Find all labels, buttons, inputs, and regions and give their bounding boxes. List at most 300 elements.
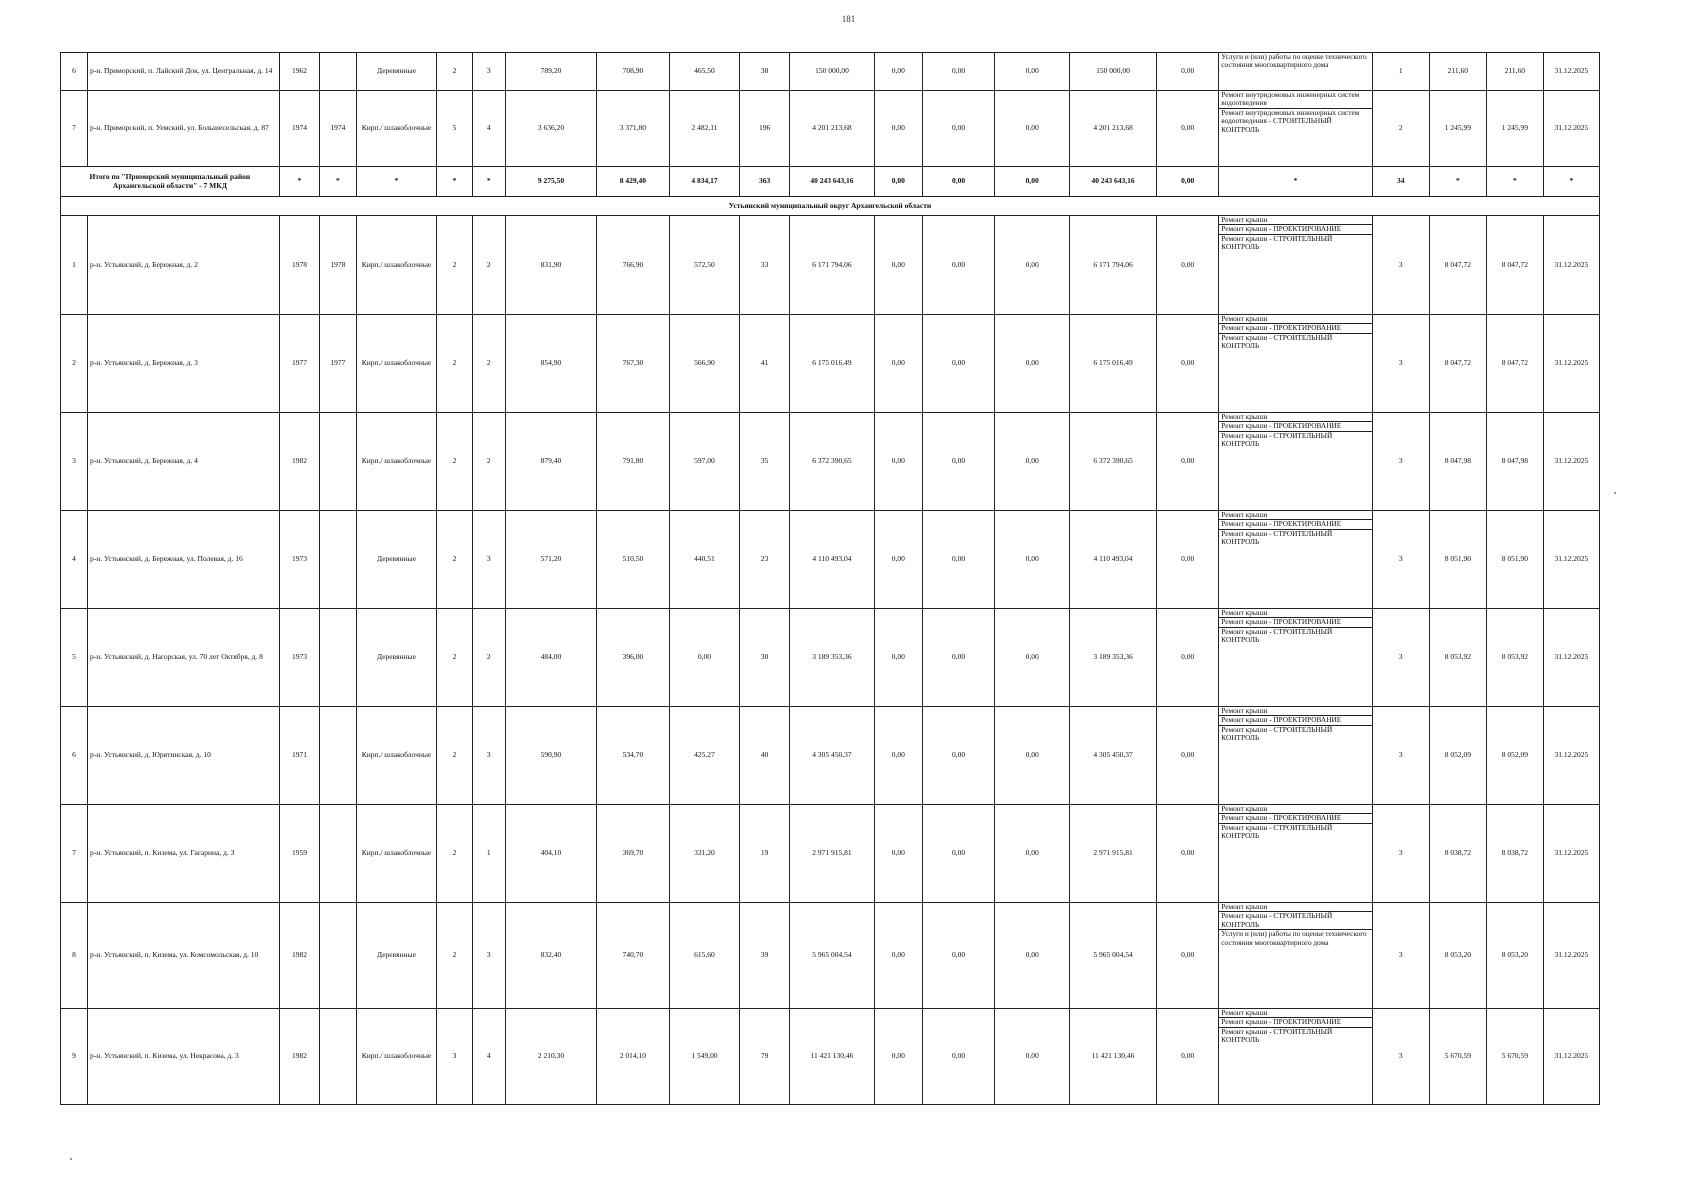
year-commission-cell [320,609,356,707]
works-list [1219,707,1371,743]
district-header-row [61,197,1600,216]
area-total-rooms-cell: 708,90 [597,53,670,91]
table-row [61,511,1600,609]
area-total-rooms-cell: 369,70 [597,805,670,903]
scan-speck [70,1158,72,1160]
cost-other-cell: 0,00 [1157,511,1219,609]
cost-local-cell: 0,00 [995,216,1070,315]
cost-local-cell: 0,00 [995,609,1070,707]
area-total-rooms-cell: 791,80 [597,413,670,511]
table-row [61,413,1600,511]
max-unit-cost-cell: 8 047,72 [1486,216,1543,315]
works-list [1219,903,1371,947]
cost-total-cell: 4 201 213,68 [789,91,874,167]
total-cost-owners-cell: 40 243 643,16 [1069,167,1156,197]
district-title: Устьянский муниципальный округ Архангельской области [61,197,1600,216]
table-row [61,903,1600,1009]
table-row [61,216,1600,315]
entrances-cell: 1 [472,805,505,903]
max-unit-cost-cell: 8 047,98 [1486,413,1543,511]
unit-cost-cell: 8 053,92 [1429,609,1486,707]
residents-cell: 41 [740,315,790,413]
work-item: Ремонт крыши [1221,902,1268,911]
max-unit-cost-cell: 5 670,59 [1486,1009,1543,1105]
cost-total-cell: 5 965 004,54 [789,903,874,1009]
works-list [1219,216,1371,252]
area-residential-cell: 465,50 [669,53,740,91]
total-area-cell: 789,20 [505,53,596,91]
residents-cell: 39 [740,903,790,1009]
works-count-cell: 3 [1372,805,1429,903]
table-row [61,1009,1600,1105]
total-entrances-cell: * [472,167,505,197]
cost-owners-cell: 4 110 493,04 [1069,511,1156,609]
row-number-cell: 7 [61,91,88,167]
works-count-cell: 3 [1372,216,1429,315]
cost-owners-cell: 5 965 004,54 [1069,903,1156,1009]
work-item: Ремонт крыши - ПРОЕКТИРОВАНИЕ [1219,1017,1371,1026]
address-cell: р-н. Устьянский, д. Бережная, д. 4 [87,413,279,511]
cost-owners-cell: 6 175 016,49 [1069,315,1156,413]
work-item: Ремонт крыши - СТРОИТЕЛЬНЫЙ КОНТРОЛЬ [1219,911,1371,929]
residents-cell: 196 [740,91,790,167]
deadline-cell: 31.12.2025 [1543,413,1599,511]
address-cell: р-н. Устьянский, д. Бережная, д. 2 [87,216,279,315]
floors-cell: 2 [437,315,472,413]
total-cost-region-cell: 0,00 [922,167,995,197]
table-row [61,53,1600,91]
residents-cell: 33 [740,216,790,315]
cost-total-cell: 2 971 915,81 [789,805,874,903]
total-area-cell: 854,90 [505,315,596,413]
page-number: 181 [841,14,856,24]
total-area-cell: 832,40 [505,903,596,1009]
cost-fund-cell: 0,00 [875,511,923,609]
total-residents-cell: 363 [740,167,790,197]
year-commission-cell [320,1009,356,1105]
cost-region-cell: 0,00 [922,805,995,903]
entrances-cell: 3 [472,511,505,609]
area-total-rooms-cell: 740,70 [597,903,670,1009]
year-commission-cell [320,805,356,903]
cost-region-cell: 0,00 [922,315,995,413]
unit-cost-cell: 8 053,20 [1429,903,1486,1009]
floors-cell: 2 [437,903,472,1009]
works-cell [1219,805,1372,903]
works-cell [1219,903,1372,1009]
work-item: Услуги и (или) работы по оценке технического состояния многоквартирного дома [1221,52,1367,70]
area-residential-cell: 331,20 [669,805,740,903]
works-count-cell: 3 [1372,1009,1429,1105]
works-count-cell: 3 [1372,511,1429,609]
works-count-cell: 3 [1372,609,1429,707]
residents-cell: 19 [740,805,790,903]
year-commission-cell [320,903,356,1009]
total-row [61,167,1600,197]
entrances-cell: 2 [472,413,505,511]
residents-cell: 23 [740,511,790,609]
deadline-cell: 31.12.2025 [1543,903,1599,1009]
wall-material-cell: Деревянные [356,903,437,1009]
address-cell: р-н. Приморский, п. Лайский Док, ул. Центральная, д. 14 [87,53,279,91]
year-built-cell: 1971 [279,707,319,805]
area-residential-cell: 566,90 [669,315,740,413]
cost-fund-cell: 0,00 [875,53,923,91]
works-list [1219,91,1371,134]
deadline-cell: 31.12.2025 [1543,511,1599,609]
floors-cell: 2 [437,216,472,315]
residents-cell: 38 [740,53,790,91]
max-unit-cost-cell: 8 051,90 [1486,511,1543,609]
year-built-cell: 1974 [279,91,319,167]
total-works-cell: * [1219,167,1372,197]
table-row [61,609,1600,707]
works-list [1219,805,1371,841]
floors-cell: 2 [437,511,472,609]
residents-cell: 40 [740,707,790,805]
total-area-cell: 484,00 [505,609,596,707]
entrances-cell: 2 [472,315,505,413]
works-cell [1219,53,1372,91]
work-item: Ремонт крыши [1221,1008,1268,1017]
cost-other-cell: 0,00 [1157,315,1219,413]
cost-total-cell: 6 372 390,65 [789,413,874,511]
total-year-commission-cell: * [320,167,356,197]
total-label-cell: Итого по "Приморский муниципальный район Архангельской области" - 7 МКД [61,167,280,197]
total-area-cell: 831,90 [505,216,596,315]
entrances-cell: 4 [472,91,505,167]
wall-material-cell: Деревянные [356,53,437,91]
work-item: Ремонт крыши [1221,804,1268,813]
cost-region-cell: 0,00 [922,91,995,167]
cost-other-cell: 0,00 [1157,609,1219,707]
deadline-cell: 31.12.2025 [1543,805,1599,903]
work-item: Ремонт крыши [1221,215,1268,224]
year-built-cell: 1977 [279,315,319,413]
unit-cost-cell: 8 047,72 [1429,216,1486,315]
year-commission-cell [320,511,356,609]
total-area-residential-cell: 4 834,17 [669,167,740,197]
works-list [1219,315,1371,351]
work-item: Ремонт крыши [1221,314,1268,323]
entrances-cell: 2 [472,216,505,315]
cost-owners-cell: 4 201 213,68 [1069,91,1156,167]
wall-material-cell: Кирп./ шлакоблочные [356,315,437,413]
unit-cost-cell: 8 047,72 [1429,315,1486,413]
area-residential-cell: 615,60 [669,903,740,1009]
cost-other-cell: 0,00 [1157,216,1219,315]
works-cell [1219,216,1372,315]
row-number-cell: 1 [61,216,88,315]
work-item: Ремонт внутридомовых инженерных систем водоотведения [1221,90,1360,108]
unit-cost-cell: 8 052,09 [1429,707,1486,805]
work-item: Ремонт крыши - СТРОИТЕЛЬНЫЙ КОНТРОЛЬ [1219,431,1371,449]
works-count-cell: 3 [1372,707,1429,805]
cost-fund-cell: 0,00 [875,1009,923,1105]
cost-local-cell: 0,00 [995,707,1070,805]
total-area-cell: 2 210,30 [505,1009,596,1105]
works-count-cell: 2 [1372,91,1429,167]
entrances-cell: 4 [472,1009,505,1105]
area-residential-cell: 597,00 [669,413,740,511]
works-cell [1219,1009,1372,1105]
year-built-cell: 1978 [279,216,319,315]
address-cell: р-н. Устьянский, п. Кизема, ул. Некрасова, д. 3 [87,1009,279,1105]
cost-other-cell: 0,00 [1157,53,1219,91]
row-number-cell: 6 [61,707,88,805]
cost-other-cell: 0,00 [1157,707,1219,805]
deadline-cell: 31.12.2025 [1543,609,1599,707]
cost-total-cell: 3 189 353,36 [789,609,874,707]
cost-total-cell: 6 175 016,49 [789,315,874,413]
cost-region-cell: 0,00 [922,903,995,1009]
total-works-count-cell: 34 [1372,167,1429,197]
row-number-cell: 6 [61,53,88,91]
cost-total-cell: 150 000,00 [789,53,874,91]
max-unit-cost-cell: 8 053,92 [1486,609,1543,707]
cost-local-cell: 0,00 [995,413,1070,511]
area-residential-cell: 425,27 [669,707,740,805]
works-list [1219,53,1371,70]
works-cell [1219,413,1372,511]
wall-material-cell: Кирп./ шлакоблочные [356,805,437,903]
residents-cell: 30 [740,609,790,707]
entrances-cell: 3 [472,707,505,805]
wall-material-cell: Кирп./ шлакоблочные [356,707,437,805]
year-built-cell: 1982 [279,903,319,1009]
cost-owners-cell: 6 372 390,65 [1069,413,1156,511]
total-cost-local-cell: 0,00 [995,167,1070,197]
work-item: Ремонт крыши - СТРОИТЕЛЬНЫЙ КОНТРОЛЬ [1219,333,1371,351]
work-item: Ремонт крыши [1221,706,1268,715]
table-row [61,91,1600,167]
total-cost-other-cell: 0,00 [1157,167,1219,197]
cost-region-cell: 0,00 [922,413,995,511]
area-residential-cell: 2 482,11 [669,91,740,167]
area-residential-cell: 1 549,00 [669,1009,740,1105]
total-area-total-rooms-cell: 8 429,40 [597,167,670,197]
floors-cell: 3 [437,1009,472,1105]
max-unit-cost-cell: 8 047,72 [1486,315,1543,413]
floors-cell: 2 [437,609,472,707]
cost-owners-cell: 2 971 915,81 [1069,805,1156,903]
cost-region-cell: 0,00 [922,53,995,91]
max-unit-cost-cell: 8 038,72 [1486,805,1543,903]
cost-other-cell: 0,00 [1157,805,1219,903]
unit-cost-cell: 5 670,59 [1429,1009,1486,1105]
cost-region-cell: 0,00 [922,1009,995,1105]
max-unit-cost-cell: 211,60 [1486,53,1543,91]
deadline-cell: 31.12.2025 [1543,216,1599,315]
cost-fund-cell: 0,00 [875,805,923,903]
cost-local-cell: 0,00 [995,91,1070,167]
table-row [61,805,1600,903]
floors-cell: 2 [437,53,472,91]
work-item: Ремонт крыши [1221,510,1268,519]
unit-cost-cell: 8 038,72 [1429,805,1486,903]
scan-speck [1614,492,1616,494]
work-item: Ремонт крыши - ПРОЕКТИРОВАНИЕ [1219,421,1371,430]
cost-total-cell: 4 110 493,04 [789,511,874,609]
cost-region-cell: 0,00 [922,216,995,315]
unit-cost-cell: 1 245,99 [1429,91,1486,167]
works-list [1219,1009,1371,1045]
area-total-rooms-cell: 534,70 [597,707,670,805]
area-total-rooms-cell: 2 014,10 [597,1009,670,1105]
row-number-cell: 9 [61,1009,88,1105]
area-total-rooms-cell: 766,90 [597,216,670,315]
wall-material-cell: Деревянные [356,609,437,707]
total-area-cell: 404,10 [505,805,596,903]
floors-cell: 2 [437,413,472,511]
cost-local-cell: 0,00 [995,903,1070,1009]
address-cell: р-н. Устьянский, д. Нагорская, ул. 70 лет Октября, д. 8 [87,609,279,707]
cost-fund-cell: 0,00 [875,413,923,511]
table-row [61,707,1600,805]
cost-local-cell: 0,00 [995,805,1070,903]
year-commission-cell [320,707,356,805]
works-count-cell: 1 [1372,53,1429,91]
unit-cost-cell: 8 051,90 [1429,511,1486,609]
total-area-cell: 590,90 [505,707,596,805]
row-number-cell: 4 [61,511,88,609]
cost-owners-cell: 150 000,00 [1069,53,1156,91]
cost-fund-cell: 0,00 [875,216,923,315]
cost-fund-cell: 0,00 [875,91,923,167]
year-commission-cell [320,413,356,511]
floors-cell: 2 [437,805,472,903]
floors-cell: 2 [437,707,472,805]
address-cell: р-н. Устьянский, д. Юрятинская, д. 10 [87,707,279,805]
unit-cost-cell: 211,60 [1429,53,1486,91]
deadline-cell: 31.12.2025 [1543,1009,1599,1105]
max-unit-cost-cell: 8 053,20 [1486,903,1543,1009]
table-row [61,315,1600,413]
cost-other-cell: 0,00 [1157,903,1219,1009]
address-cell: р-н. Приморский, п. Уемский, ул. Большесельская, д. 87 [87,91,279,167]
wall-material-cell: Кирп./ шлакоблочные [356,1009,437,1105]
cost-total-cell: 4 305 450,37 [789,707,874,805]
year-built-cell: 1962 [279,53,319,91]
wall-material-cell: Кирп./ шлакоблочные [356,413,437,511]
cost-region-cell: 0,00 [922,511,995,609]
cost-fund-cell: 0,00 [875,903,923,1009]
cost-region-cell: 0,00 [922,707,995,805]
address-cell: р-н. Устьянский, п. Кизема, ул. Комсомольская, д. 10 [87,903,279,1009]
work-item: Ремонт крыши - СТРОИТЕЛЬНЫЙ КОНТРОЛЬ [1219,823,1371,841]
row-number-cell: 2 [61,315,88,413]
area-total-rooms-cell: 396,00 [597,609,670,707]
row-number-cell: 7 [61,805,88,903]
cost-other-cell: 0,00 [1157,91,1219,167]
entrances-cell: 3 [472,903,505,1009]
work-item: Ремонт крыши - ПРОЕКТИРОВАНИЕ [1219,813,1371,822]
cost-owners-cell: 11 421 130,46 [1069,1009,1156,1105]
area-residential-cell: 0,00 [669,609,740,707]
total-area-cell: 571,20 [505,511,596,609]
unit-cost-cell: 8 047,98 [1429,413,1486,511]
deadline-cell: 31.12.2025 [1543,315,1599,413]
wall-material-cell: Кирп./ шлакоблочные [356,216,437,315]
total-area-cell: 3 636,20 [505,91,596,167]
works-list [1219,511,1371,547]
cost-region-cell: 0,00 [922,609,995,707]
area-residential-cell: 440,51 [669,511,740,609]
residents-cell: 35 [740,413,790,511]
residents-cell: 79 [740,1009,790,1105]
year-commission-cell: 1977 [320,315,356,413]
deadline-cell: 31.12.2025 [1543,53,1599,91]
works-count-cell: 3 [1372,315,1429,413]
address-cell: р-н. Устьянский, п. Кизема, ул. Гагарина, д. 3 [87,805,279,903]
total-deadline-cell: * [1543,167,1599,197]
total-area-cell: 879,40 [505,413,596,511]
entrances-cell: 3 [472,53,505,91]
year-commission-cell [320,53,356,91]
cost-local-cell: 0,00 [995,53,1070,91]
wall-material-cell: Кирп./ шлакоблочные [356,91,437,167]
total-floors-cell: * [437,167,472,197]
cost-local-cell: 0,00 [995,511,1070,609]
cost-local-cell: 0,00 [995,1009,1070,1105]
cost-other-cell: 0,00 [1157,1009,1219,1105]
works-cell [1219,91,1372,167]
total-unit-cost-cell: * [1429,167,1486,197]
work-item: Ремонт крыши - СТРОИТЕЛЬНЫЙ КОНТРОЛЬ [1219,234,1371,252]
work-item: Услуги и (или) работы по оценке технического состояния многоквартирного дома [1219,929,1371,947]
year-built-cell: 1982 [279,1009,319,1105]
works-list [1219,609,1371,645]
area-total-rooms-cell: 510,50 [597,511,670,609]
work-item: Ремонт крыши - ПРОЕКТИРОВАНИЕ [1219,224,1371,233]
cost-other-cell: 0,00 [1157,413,1219,511]
area-total-rooms-cell: 767,30 [597,315,670,413]
cost-fund-cell: 0,00 [875,609,923,707]
works-cell [1219,511,1372,609]
address-cell: р-н. Устьянский, д. Бережная, д. 3 [87,315,279,413]
total-wall-material-cell: * [356,167,437,197]
cost-owners-cell: 6 171 794,06 [1069,216,1156,315]
total-cost-total-cell: 40 243 643,16 [789,167,874,197]
max-unit-cost-cell: 1 245,99 [1486,91,1543,167]
works-count-cell: 3 [1372,903,1429,1009]
cost-local-cell: 0,00 [995,315,1070,413]
year-built-cell: 1959 [279,805,319,903]
capital-repair-register-table [60,52,1600,1105]
year-built-cell: 1982 [279,413,319,511]
deadline-cell: 31.12.2025 [1543,707,1599,805]
max-unit-cost-cell: 8 052,09 [1486,707,1543,805]
work-item: Ремонт крыши - СТРОИТЕЛЬНЫЙ КОНТРОЛЬ [1219,1027,1371,1045]
floors-cell: 5 [437,91,472,167]
wall-material-cell: Деревянные [356,511,437,609]
cost-fund-cell: 0,00 [875,707,923,805]
work-item: Ремонт крыши - ПРОЕКТИРОВАНИЕ [1219,323,1371,332]
year-built-cell: 1973 [279,609,319,707]
year-commission-cell: 1974 [320,91,356,167]
row-number-cell: 8 [61,903,88,1009]
total-total-area-cell: 9 275,50 [505,167,596,197]
total-cost-fund-cell: 0,00 [875,167,923,197]
work-item: Ремонт крыши - ПРОЕКТИРОВАНИЕ [1219,519,1371,528]
work-item: Ремонт крыши - СТРОИТЕЛЬНЫЙ КОНТРОЛЬ [1219,627,1371,645]
deadline-cell: 31.12.2025 [1543,91,1599,167]
works-cell [1219,609,1372,707]
total-year-built-cell: * [279,167,319,197]
area-total-rooms-cell: 3 371,80 [597,91,670,167]
address-cell: р-н. Устьянский, д. Бережная, ул. Полевая, д. 16 [87,511,279,609]
year-commission-cell: 1978 [320,216,356,315]
